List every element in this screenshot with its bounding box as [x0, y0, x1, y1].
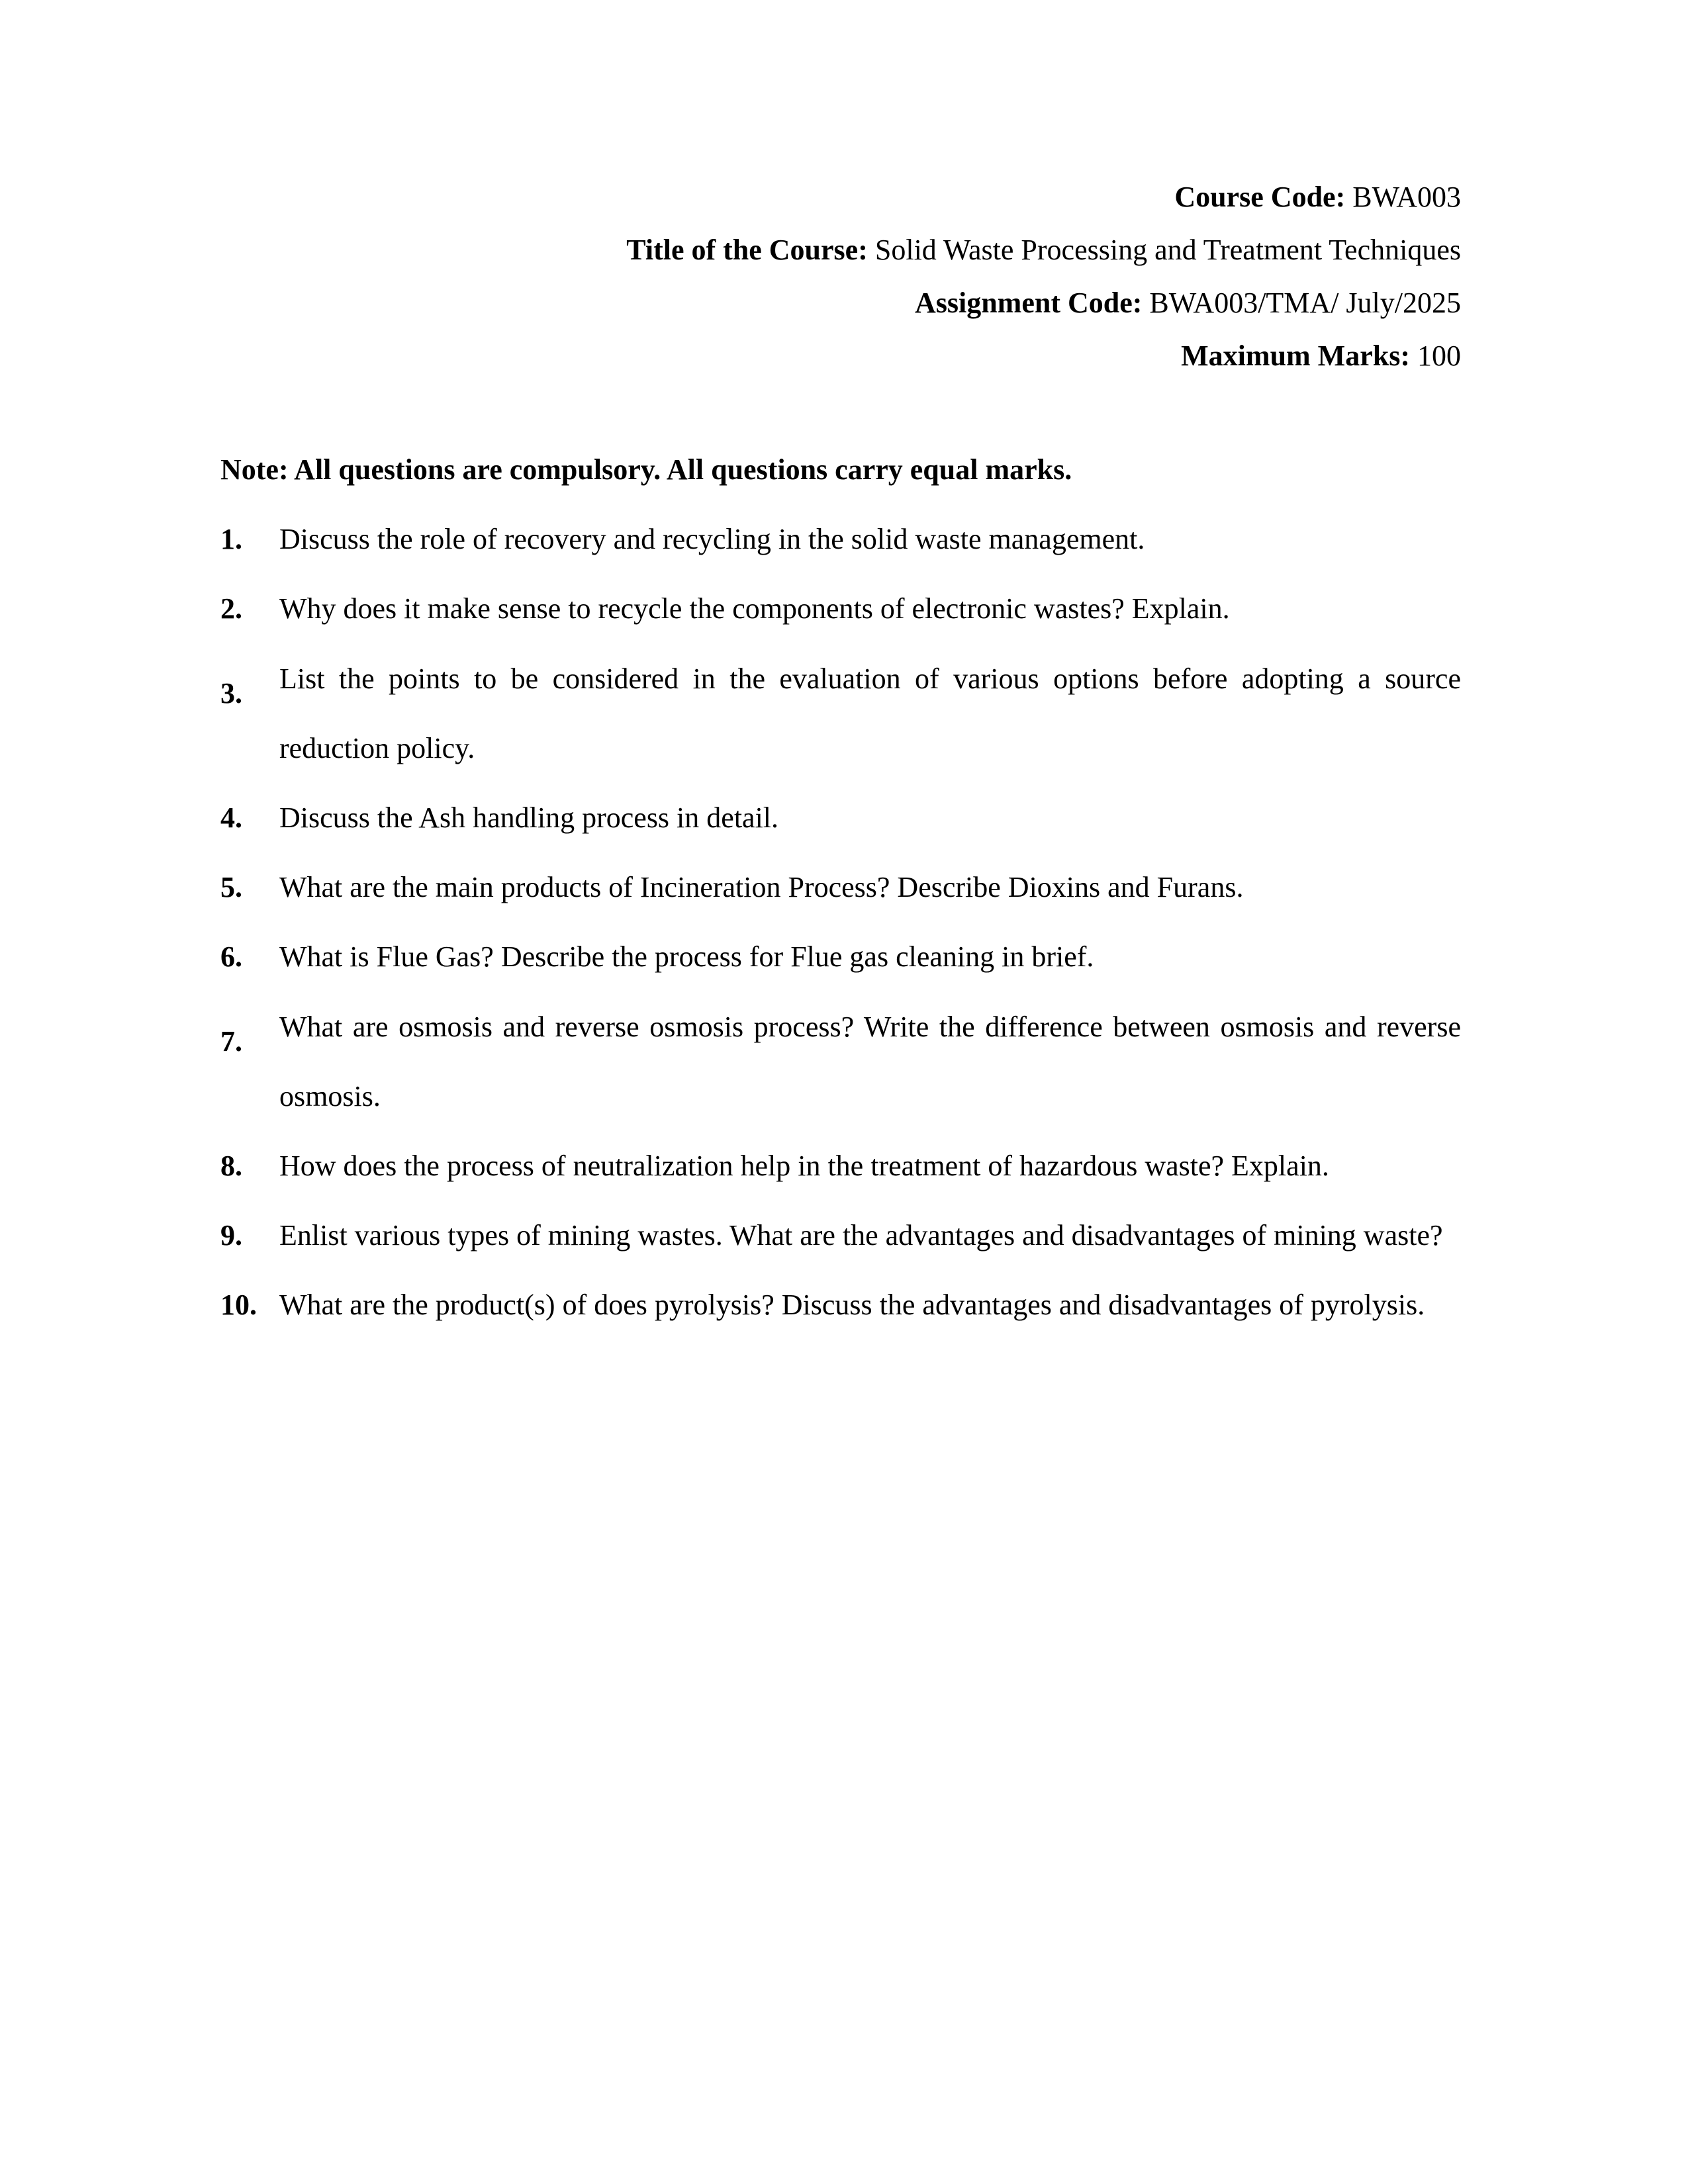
question-text: What is Flue Gas? Describe the process for Flue gas cleaning in brief. [279, 940, 1094, 973]
question-item [220, 644, 1461, 783]
max-marks-value: 100 [1410, 340, 1461, 372]
question-text: What are the product(s) of does pyrolysis? Discuss the advantages and disadvantages of pyrolysis. [279, 1289, 1425, 1321]
question-text: What are osmosis and reverse osmosis process? Write the difference between osmosis and reverse osmosis. [279, 1011, 1461, 1113]
max-marks-line [203, 330, 1461, 383]
question-item [220, 798, 1461, 838]
question-item [220, 1146, 1461, 1186]
question-number: 5. [220, 871, 242, 903]
question-number: 10. [220, 1289, 257, 1321]
question-item [220, 868, 1461, 907]
question-text: Discuss the role of recovery and recycling in the solid waste management. [279, 523, 1145, 555]
question-list [220, 520, 1461, 1355]
question-number: 4. [220, 801, 242, 834]
question-item [220, 1216, 1461, 1255]
max-marks-label: Maximum Marks: [1181, 340, 1410, 372]
question-item [220, 1285, 1461, 1325]
question-number: 9. [220, 1219, 242, 1251]
instructions-note: Note: All questions are compulsory. All questions carry equal marks. [220, 453, 1072, 486]
question-number: 2. [220, 592, 242, 625]
question-text: Discuss the Ash handling process in detail. [279, 801, 779, 834]
question-text: What are the main products of Incineration Process? Describe Dioxins and Furans. [279, 871, 1244, 903]
assignment-code-label: Assignment Code: [914, 287, 1143, 319]
question-number: 8. [220, 1150, 242, 1182]
question-text: List the points to be considered in the evaluation of various options before adopting a source reduction policy. [279, 662, 1461, 764]
assignment-code-line [203, 277, 1461, 330]
course-title-value: Solid Waste Processing and Treatment Techniques [867, 234, 1461, 266]
question-item [220, 992, 1461, 1131]
question-number: 1. [220, 523, 242, 555]
course-title-line [203, 224, 1461, 277]
assignment-header [203, 171, 1461, 383]
question-number: 6. [220, 940, 242, 973]
question-item [220, 520, 1461, 559]
course-code-label: Course Code: [1174, 181, 1346, 213]
question-number: 7. [220, 1025, 242, 1058]
course-code-value: BWA003 [1345, 181, 1461, 213]
question-item [220, 589, 1461, 629]
question-item [220, 937, 1461, 977]
question-text: Enlist various types of mining wastes. What are the advantages and disadvantages of mining waste? [279, 1219, 1443, 1251]
course-code-line [203, 171, 1461, 224]
course-title-label: Title of the Course: [626, 234, 868, 266]
question-text: How does the process of neutralization help in the treatment of hazardous waste? Explain. [279, 1150, 1329, 1182]
question-number: 3. [220, 677, 242, 709]
question-text: Why does it make sense to recycle the components of electronic wastes? Explain. [279, 592, 1230, 625]
assignment-code-value: BWA003/TMA/ July/2025 [1142, 287, 1461, 319]
